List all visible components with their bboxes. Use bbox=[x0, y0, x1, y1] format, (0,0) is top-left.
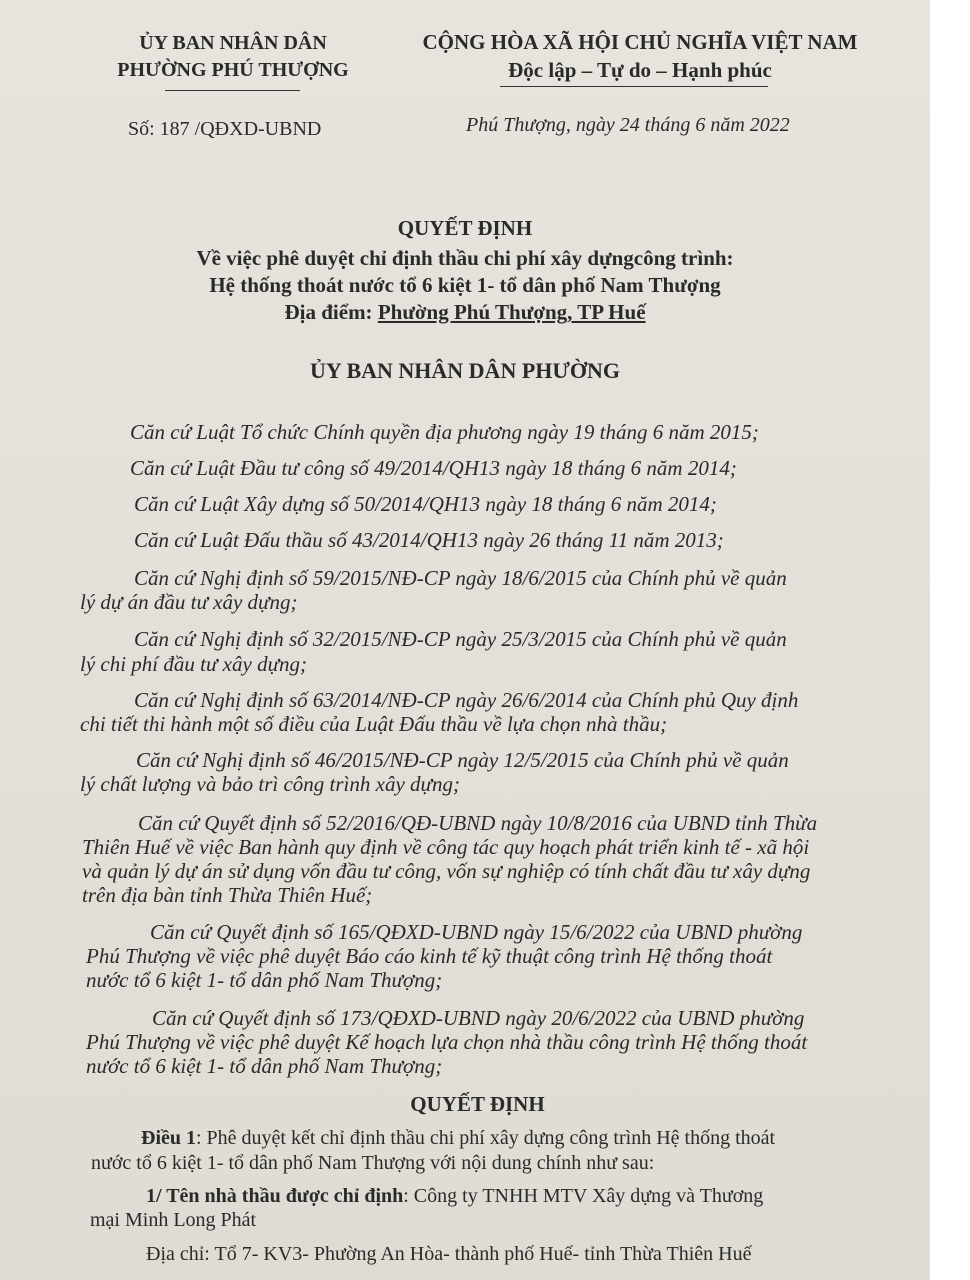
page-margin bbox=[930, 0, 970, 1280]
article-1-line-1: Điều 1: Phê duyệt kết chỉ định thầu chi phí xây dựng công trình Hệ thống thoát bbox=[141, 1127, 776, 1149]
basis-line: Căn cứ Nghị định số 32/2015/NĐ-CP ngày 25/3/2015 của Chính phủ về quản bbox=[134, 627, 787, 651]
contractor-address: Địa chỉ: Tổ 7- KV3- Phường An Hòa- thành phố Huế- tỉnh Thừa Thiên Huế bbox=[146, 1243, 752, 1265]
basis-line: lý chất lượng và bảo trì công trình xây dựng; bbox=[80, 772, 460, 796]
basis-line: Căn cứ Nghị định số 46/2015/NĐ-CP ngày 12/5/2015 của Chính phủ về quản bbox=[136, 748, 789, 772]
article-1-label: Điều 1 bbox=[141, 1127, 196, 1149]
authority-line-2: PHƯỜNG PHÚ THƯỢNG bbox=[117, 59, 349, 81]
national-motto bbox=[400, 28, 880, 84]
decision-subject-line-2: Hệ thống thoát nước tổ 6 kiệt 1- tổ dân phố Nam Thượng bbox=[209, 273, 721, 297]
contractor-line-1: 1/ Tên nhà thầu được chỉ định: Công ty TNHH MTV Xây dựng và Thương bbox=[146, 1185, 764, 1207]
basis-line: Căn cứ Luật Xây dựng số 50/2014/QH13 ngày 18 tháng 6 năm 2014; bbox=[134, 492, 717, 516]
basis-line: nước tổ 6 kiệt 1- tổ dân phố Nam Thượng; bbox=[86, 968, 443, 992]
basis-line: Căn cứ Quyết định số 165/QĐXD-UBND ngày 15/6/2022 của UBND phường bbox=[150, 920, 803, 944]
basis-line: Thiên Huế về việc Ban hành quy định về công tác quy hoạch phát triển kinh tế - xã hội bbox=[82, 835, 810, 859]
document-date: Phú Thượng, ngày 24 tháng 6 năm 2022 bbox=[466, 114, 790, 136]
basis-line: Phú Thượng về việc phê duyệt Báo cáo kinh tế kỹ thuật công trình Hệ thống thoát bbox=[86, 944, 773, 968]
decision-section-heading: QUYẾT ĐỊNH bbox=[410, 1092, 545, 1116]
basis-line: lý chi phí đầu tư xây dựng; bbox=[80, 652, 308, 676]
authority-line-1: ỦY BAN NHÂN DÂN bbox=[139, 32, 327, 54]
basis-line: Căn cứ Quyết định số 173/QĐXD-UBND ngày 20/6/2022 của UBND phường bbox=[152, 1006, 805, 1030]
basis-line: Căn cứ Quyết định số 52/2016/QĐ-UBND ngày 10/8/2016 của UBND tỉnh Thừa bbox=[138, 811, 818, 835]
decision-heading: QUYẾT ĐỊNH bbox=[397, 216, 533, 240]
article-1-line-2: nước tổ 6 kiệt 1- tổ dân phố Nam Thượng với nội dung chính như sau: bbox=[91, 1152, 655, 1174]
basis-line: Căn cứ Luật Đầu tư công số 49/2014/QH13 ngày 18 tháng 6 năm 2014; bbox=[130, 456, 737, 480]
document-number: Số: 187 /QĐXD-UBND bbox=[128, 118, 322, 140]
contractor-label: 1/ Tên nhà thầu được chỉ định bbox=[146, 1185, 404, 1207]
basis-line: Căn cứ Luật Tổ chức Chính quyền địa phương ngày 19 tháng 6 năm 2015; bbox=[130, 420, 759, 444]
decision-subject-line-1: Về việc phê duyệt chỉ định thầu chi phí xây dựngcông trình: bbox=[196, 246, 734, 270]
authority-underline bbox=[165, 90, 300, 91]
location-value: Phường Phú Thượng, TP Huế bbox=[377, 300, 646, 324]
basis-line: lý dự án đầu tư xây dựng; bbox=[80, 590, 298, 614]
decision-location bbox=[0, 300, 930, 325]
basis-line: chi tiết thi hành một số điều của Luật Đấu thầu về lựa chọn nhà thầu; bbox=[80, 712, 668, 736]
contractor-line-2: mại Minh Long Phát bbox=[90, 1209, 257, 1231]
basis-line: và quản lý dự án sử dụng vốn đầu tư công, vốn sự nghiệp có tính chất đầu tư xây dựng bbox=[82, 859, 811, 883]
motto: Độc lập – Tự do – Hạnh phúc bbox=[508, 58, 772, 82]
authority-heading: ỦY BAN NHÂN DÂN PHƯỜNG bbox=[309, 358, 621, 383]
issuing-authority bbox=[98, 30, 368, 84]
basis-line: Căn cứ Luật Đấu thầu số 43/2014/QH13 ngày 26 tháng 11 năm 2013; bbox=[134, 528, 724, 552]
motto-underline bbox=[500, 86, 768, 87]
basis-line: Phú Thượng về việc phê duyệt Kế hoạch lựa chọn nhà thầu công trình Hệ thống thoát bbox=[86, 1030, 808, 1054]
basis-line: Căn cứ Nghị định số 59/2015/NĐ-CP ngày 18/6/2015 của Chính phủ về quản bbox=[134, 566, 787, 590]
basis-line: nước tổ 6 kiệt 1- tổ dân phố Nam Thượng; bbox=[86, 1054, 443, 1078]
basis-line: trên địa bàn tỉnh Thừa Thiên Huế; bbox=[82, 883, 373, 907]
location-label: Địa điểm: bbox=[284, 300, 378, 324]
basis-line: Căn cứ Nghị định số 63/2014/NĐ-CP ngày 26/6/2014 của Chính phủ Quy định bbox=[134, 688, 799, 712]
nation-name: CỘNG HÒA XÃ HỘI CHỦ NGHĨA VIỆT NAM bbox=[422, 30, 858, 54]
